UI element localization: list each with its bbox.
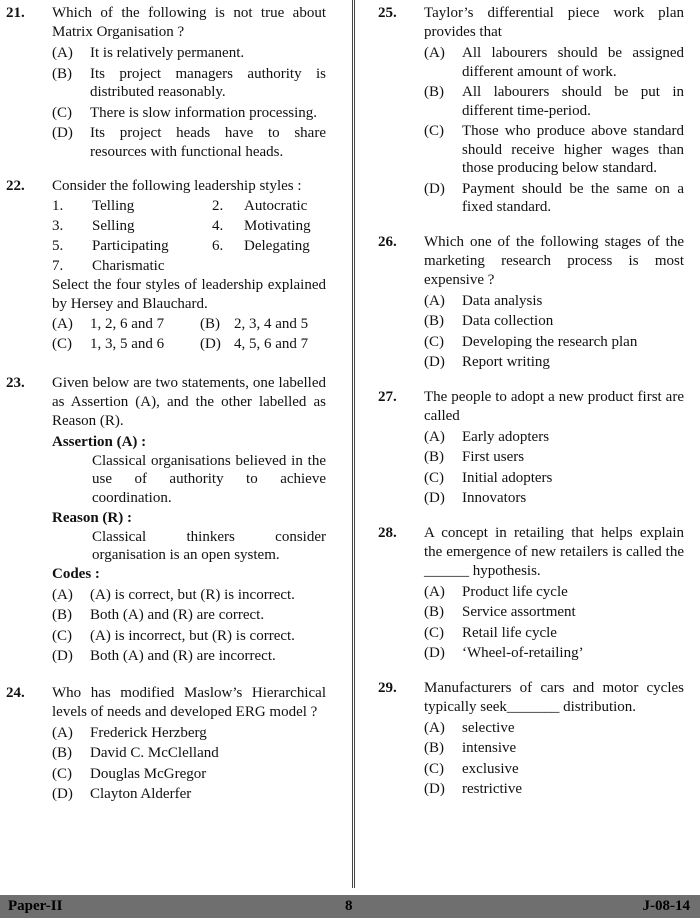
option bbox=[52, 744, 326, 763]
option-label: (A) bbox=[52, 586, 73, 603]
assertion bbox=[52, 433, 326, 452]
option-text: selective bbox=[462, 719, 515, 736]
option bbox=[424, 603, 684, 622]
question-25 bbox=[378, 4, 684, 217]
option-text: It is relatively permanent. bbox=[90, 45, 245, 61]
option-text: There is slow information processing. bbox=[90, 104, 318, 121]
question-number: 27. bbox=[378, 388, 397, 405]
option-label: (D) bbox=[200, 336, 221, 352]
question-instruction: Select the four styles of leadership explained by Hersey and Blauchard. bbox=[52, 277, 326, 312]
question-number: 29. bbox=[378, 679, 397, 696]
option bbox=[424, 719, 684, 738]
leadership-styles-list bbox=[52, 196, 326, 276]
style-number bbox=[212, 256, 244, 276]
option-label: (A) bbox=[424, 45, 445, 61]
option-label: (B) bbox=[52, 745, 72, 761]
option-text: All labourers should be put in different time-period. bbox=[462, 84, 684, 119]
paper-code: J-08-14 bbox=[642, 898, 690, 914]
left-column bbox=[6, 0, 326, 804]
question-number: 22. bbox=[6, 178, 25, 194]
option bbox=[424, 469, 684, 488]
option-text: Frederick Herzberg bbox=[90, 724, 207, 741]
option-text: Initial adopters bbox=[462, 469, 553, 486]
style-number: 1. bbox=[52, 198, 64, 214]
option-text: exclusive bbox=[462, 760, 519, 777]
question-stem: The people to adopt a new product first are called bbox=[424, 388, 684, 424]
question-stem: Manufacturers of cars and motor cycles typically seek_______ distribution. bbox=[424, 679, 684, 715]
option-text: 2, 3, 4 and 5 bbox=[234, 316, 309, 332]
option bbox=[52, 724, 326, 743]
option-label: (B) bbox=[424, 313, 444, 329]
option-label: (C) bbox=[52, 336, 72, 352]
option-text: Douglas McGregor bbox=[90, 765, 207, 782]
question-27 bbox=[378, 388, 684, 508]
question-26 bbox=[378, 233, 684, 372]
option-text: Both (A) and (R) are incorrect. bbox=[90, 648, 276, 664]
style-name bbox=[244, 256, 326, 276]
option bbox=[424, 739, 684, 758]
option bbox=[424, 180, 684, 217]
reason-label: Reason (R) : bbox=[52, 510, 132, 526]
question-28 bbox=[378, 524, 684, 663]
option-text: Clayton Alderfer bbox=[90, 786, 192, 802]
option-label: (D) bbox=[424, 180, 445, 197]
option-label: (C) bbox=[424, 760, 444, 777]
option-label: (D) bbox=[424, 490, 445, 506]
option-text: Retail life cycle bbox=[462, 624, 557, 641]
option-label: (B) bbox=[52, 607, 72, 623]
option bbox=[424, 353, 684, 372]
option-text: Its project managers authority is distributed reasonably. bbox=[90, 65, 326, 100]
option-label: (A) bbox=[424, 583, 445, 600]
question-stem: Given below are two statements, one labelled as Assertion (A), and the other labelled as Reason (R). bbox=[52, 375, 326, 429]
option bbox=[52, 606, 326, 625]
option bbox=[424, 583, 684, 602]
style-number: 3. bbox=[52, 218, 64, 234]
question-22 bbox=[6, 177, 326, 354]
option bbox=[52, 765, 326, 784]
option-label: (B) bbox=[424, 740, 444, 756]
option-label: (A) bbox=[52, 316, 73, 332]
question-stem: Which one of the following stages of the marketing research process is most expensive ? bbox=[424, 233, 684, 288]
option bbox=[52, 44, 326, 63]
option bbox=[424, 760, 684, 779]
option bbox=[52, 124, 326, 161]
option-label: (C) bbox=[52, 765, 72, 782]
style-name: Delegating bbox=[244, 238, 310, 254]
question-number: 21. bbox=[6, 5, 25, 21]
option-text: Service assortment bbox=[462, 604, 576, 620]
option-text: Its project heads have to share resources with functional heads. bbox=[90, 125, 326, 160]
option-text: All labourers should be assigned different amount of work. bbox=[462, 45, 684, 80]
style-name: Telling bbox=[92, 198, 135, 214]
option-label: (C) bbox=[52, 104, 72, 121]
option-label: (B) bbox=[424, 604, 444, 620]
style-name: Charismatic bbox=[92, 258, 165, 274]
option bbox=[52, 65, 326, 102]
option-label: (A) bbox=[424, 428, 445, 445]
question-stem: Which of the following is not true about Matrix Organisation ? bbox=[52, 5, 326, 40]
reason-text: Classical thinkers consider organisation is an open system. bbox=[92, 528, 326, 563]
page-number: 8 bbox=[345, 898, 353, 914]
style-number: 6. bbox=[212, 238, 224, 254]
assertion-text: Classical organisations believed in the use of authority to achieve coordination. bbox=[92, 452, 326, 506]
option-text: David C. McClelland bbox=[90, 745, 219, 761]
codes-label: Codes : bbox=[52, 565, 100, 582]
column-divider bbox=[352, 0, 355, 888]
option-text: 1, 2, 6 and 7 bbox=[90, 316, 165, 332]
option-label: (A) bbox=[424, 292, 445, 309]
option bbox=[424, 44, 684, 81]
option-text: Payment should be the same on a fixed standard. bbox=[462, 180, 684, 215]
option-text: Data analysis bbox=[462, 292, 543, 309]
option bbox=[52, 627, 326, 646]
option-text: Early adopters bbox=[462, 428, 550, 445]
style-number: 2. bbox=[212, 198, 224, 214]
option-label: (C) bbox=[424, 333, 444, 350]
option bbox=[52, 647, 326, 666]
question-21 bbox=[6, 4, 326, 161]
option-label: (D) bbox=[424, 645, 445, 661]
option-label: (C) bbox=[424, 469, 444, 486]
question-stem: Taylor’s differential piece work plan provides that bbox=[424, 5, 684, 40]
option-label: (C) bbox=[424, 123, 444, 139]
assertion-label: Assertion (A) : bbox=[52, 434, 147, 450]
question-24 bbox=[6, 684, 326, 804]
page-footer bbox=[0, 895, 700, 918]
option-text: (A) is correct, but (R) is incorrect. bbox=[90, 586, 295, 603]
question-number: 26. bbox=[378, 233, 397, 250]
option-text: Developing the research plan bbox=[462, 333, 638, 350]
question-stem: A concept in retailing that helps explain the emergence of new retailers is called the ______ hypothesis. bbox=[424, 524, 684, 579]
option-label: (D) bbox=[52, 786, 73, 802]
option bbox=[52, 104, 326, 123]
style-number: 4. bbox=[212, 218, 224, 234]
option-label: (A) bbox=[52, 45, 73, 61]
option bbox=[424, 448, 684, 467]
question-number: 23. bbox=[6, 375, 25, 391]
option-text: First users bbox=[462, 449, 525, 465]
right-column bbox=[378, 0, 684, 799]
option bbox=[424, 780, 684, 799]
option-text: (A) is incorrect, but (R) is correct. bbox=[90, 627, 295, 644]
option bbox=[424, 624, 684, 643]
option bbox=[424, 489, 684, 508]
paper-label: Paper-II bbox=[8, 898, 63, 914]
question-23 bbox=[6, 374, 326, 666]
option-label: (D) bbox=[52, 125, 73, 141]
option-label: (D) bbox=[424, 781, 445, 797]
question-number: 24. bbox=[6, 684, 25, 701]
option-label: (B) bbox=[52, 65, 72, 82]
style-number: 7. bbox=[52, 258, 64, 274]
option-text: Innovators bbox=[462, 490, 527, 506]
option-text: Report writing bbox=[462, 354, 550, 370]
option bbox=[424, 312, 684, 331]
question-29 bbox=[378, 679, 684, 799]
option-label: (A) bbox=[424, 719, 445, 736]
option bbox=[424, 122, 684, 178]
option-label: (C) bbox=[52, 627, 72, 644]
option-label: (B) bbox=[424, 449, 444, 465]
option-label: (D) bbox=[424, 354, 445, 370]
option-label: (A) bbox=[52, 724, 73, 741]
option bbox=[424, 428, 684, 447]
style-name: Selling bbox=[92, 218, 135, 234]
option-text: intensive bbox=[462, 740, 517, 756]
option bbox=[52, 586, 326, 605]
option-label: (B) bbox=[424, 84, 444, 100]
option-text: 4, 5, 6 and 7 bbox=[234, 336, 309, 352]
style-name: Motivating bbox=[244, 218, 311, 234]
question-number: 25. bbox=[378, 5, 397, 21]
style-name: Autocratic bbox=[244, 198, 308, 214]
option bbox=[424, 644, 684, 663]
option-text: ‘Wheel-of-retailing’ bbox=[462, 645, 584, 661]
question-stem: Who has modified Maslow’s Hierarchical levels of needs and developed ERG model ? bbox=[52, 684, 326, 720]
option-label: (D) bbox=[52, 648, 73, 664]
style-number: 5. bbox=[52, 238, 64, 254]
option-label: (C) bbox=[424, 624, 444, 641]
option bbox=[52, 785, 326, 804]
answer-options bbox=[52, 314, 326, 354]
option-text: Both (A) and (R) are correct. bbox=[90, 607, 265, 623]
question-number: 28. bbox=[378, 524, 397, 541]
option-text: 1, 3, 5 and 6 bbox=[90, 336, 165, 352]
option-text: Data collection bbox=[462, 313, 554, 329]
style-name: Participating bbox=[92, 238, 169, 254]
option-text: restrictive bbox=[462, 781, 522, 797]
option-label: (B) bbox=[200, 316, 220, 332]
option bbox=[424, 292, 684, 311]
option bbox=[424, 333, 684, 352]
reason bbox=[52, 509, 326, 528]
option bbox=[424, 83, 684, 120]
option-text: Product life cycle bbox=[462, 583, 568, 600]
question-stem: Consider the following leadership styles : bbox=[52, 178, 302, 194]
option-text: Those who produce above standard should receive higher wages than those producing below standard. bbox=[462, 123, 684, 176]
